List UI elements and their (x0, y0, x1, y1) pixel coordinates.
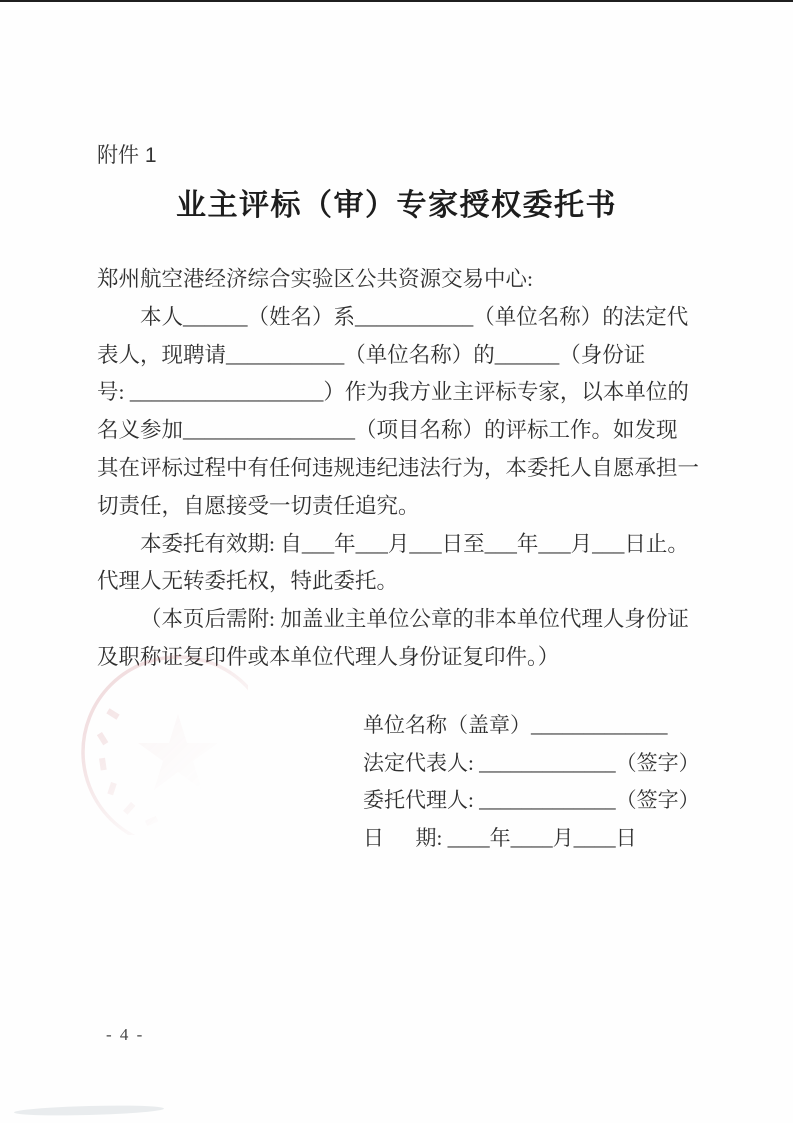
body-line: 及职称证复印件或本单位代理人身份证复印件。） (97, 644, 560, 669)
recipient-line: 郑州航空港经济综合实验区公共资源交易中心: (97, 267, 533, 291)
signature-unit-line: 单位名称（盖章）_____________ (363, 713, 668, 737)
signature-date-line: 日 期: ____年____月____日 (363, 825, 637, 850)
signature-legal-rep-line: 法定代表人: _____________（签字） (363, 750, 700, 775)
seal-rim-text-marks (97, 708, 158, 826)
body-line: 表人，现聘请___________（单位名称）的______（身份证 (97, 342, 646, 367)
body-line: （本页后需附: 加盖业主单位公章的非本单位代理人身份证 (140, 607, 689, 632)
body-line: 代理人无转委托权，特此委托。 (97, 569, 399, 594)
scan-artifact-top-edge (0, 0, 793, 2)
page-number: - 4 - (106, 1025, 145, 1044)
seal-ring (83, 657, 248, 835)
signature-agent-line: 委托代理人: _____________（签字） (363, 788, 700, 813)
body-line: 其在评标过程中有任何违规违纪违法行为，本委托人自愿承担一 (97, 455, 700, 480)
page-title: 业主评标（审）专家授权委托书 (176, 189, 617, 222)
body-line: 名义参加________________（项目名称）的评标工作。如发现 (97, 418, 678, 443)
attachment-label: 附件 1 (97, 144, 157, 167)
body-line: 号: __________________）作为我方业主评标专家，以本单位的 (97, 380, 689, 405)
body-line: 本人______（姓名）系___________（单位名称）的法定代 (140, 304, 689, 329)
body-line: 本委托有效期: 自___年___月___日至___年___月___日止。 (140, 531, 689, 556)
document-body (97, 261, 722, 677)
seal-star (138, 714, 218, 790)
signature-block (363, 707, 700, 857)
body-line: 切责任，自愿接受一切责任追究。 (97, 493, 420, 518)
scan-artifact-smudge (14, 1104, 164, 1117)
